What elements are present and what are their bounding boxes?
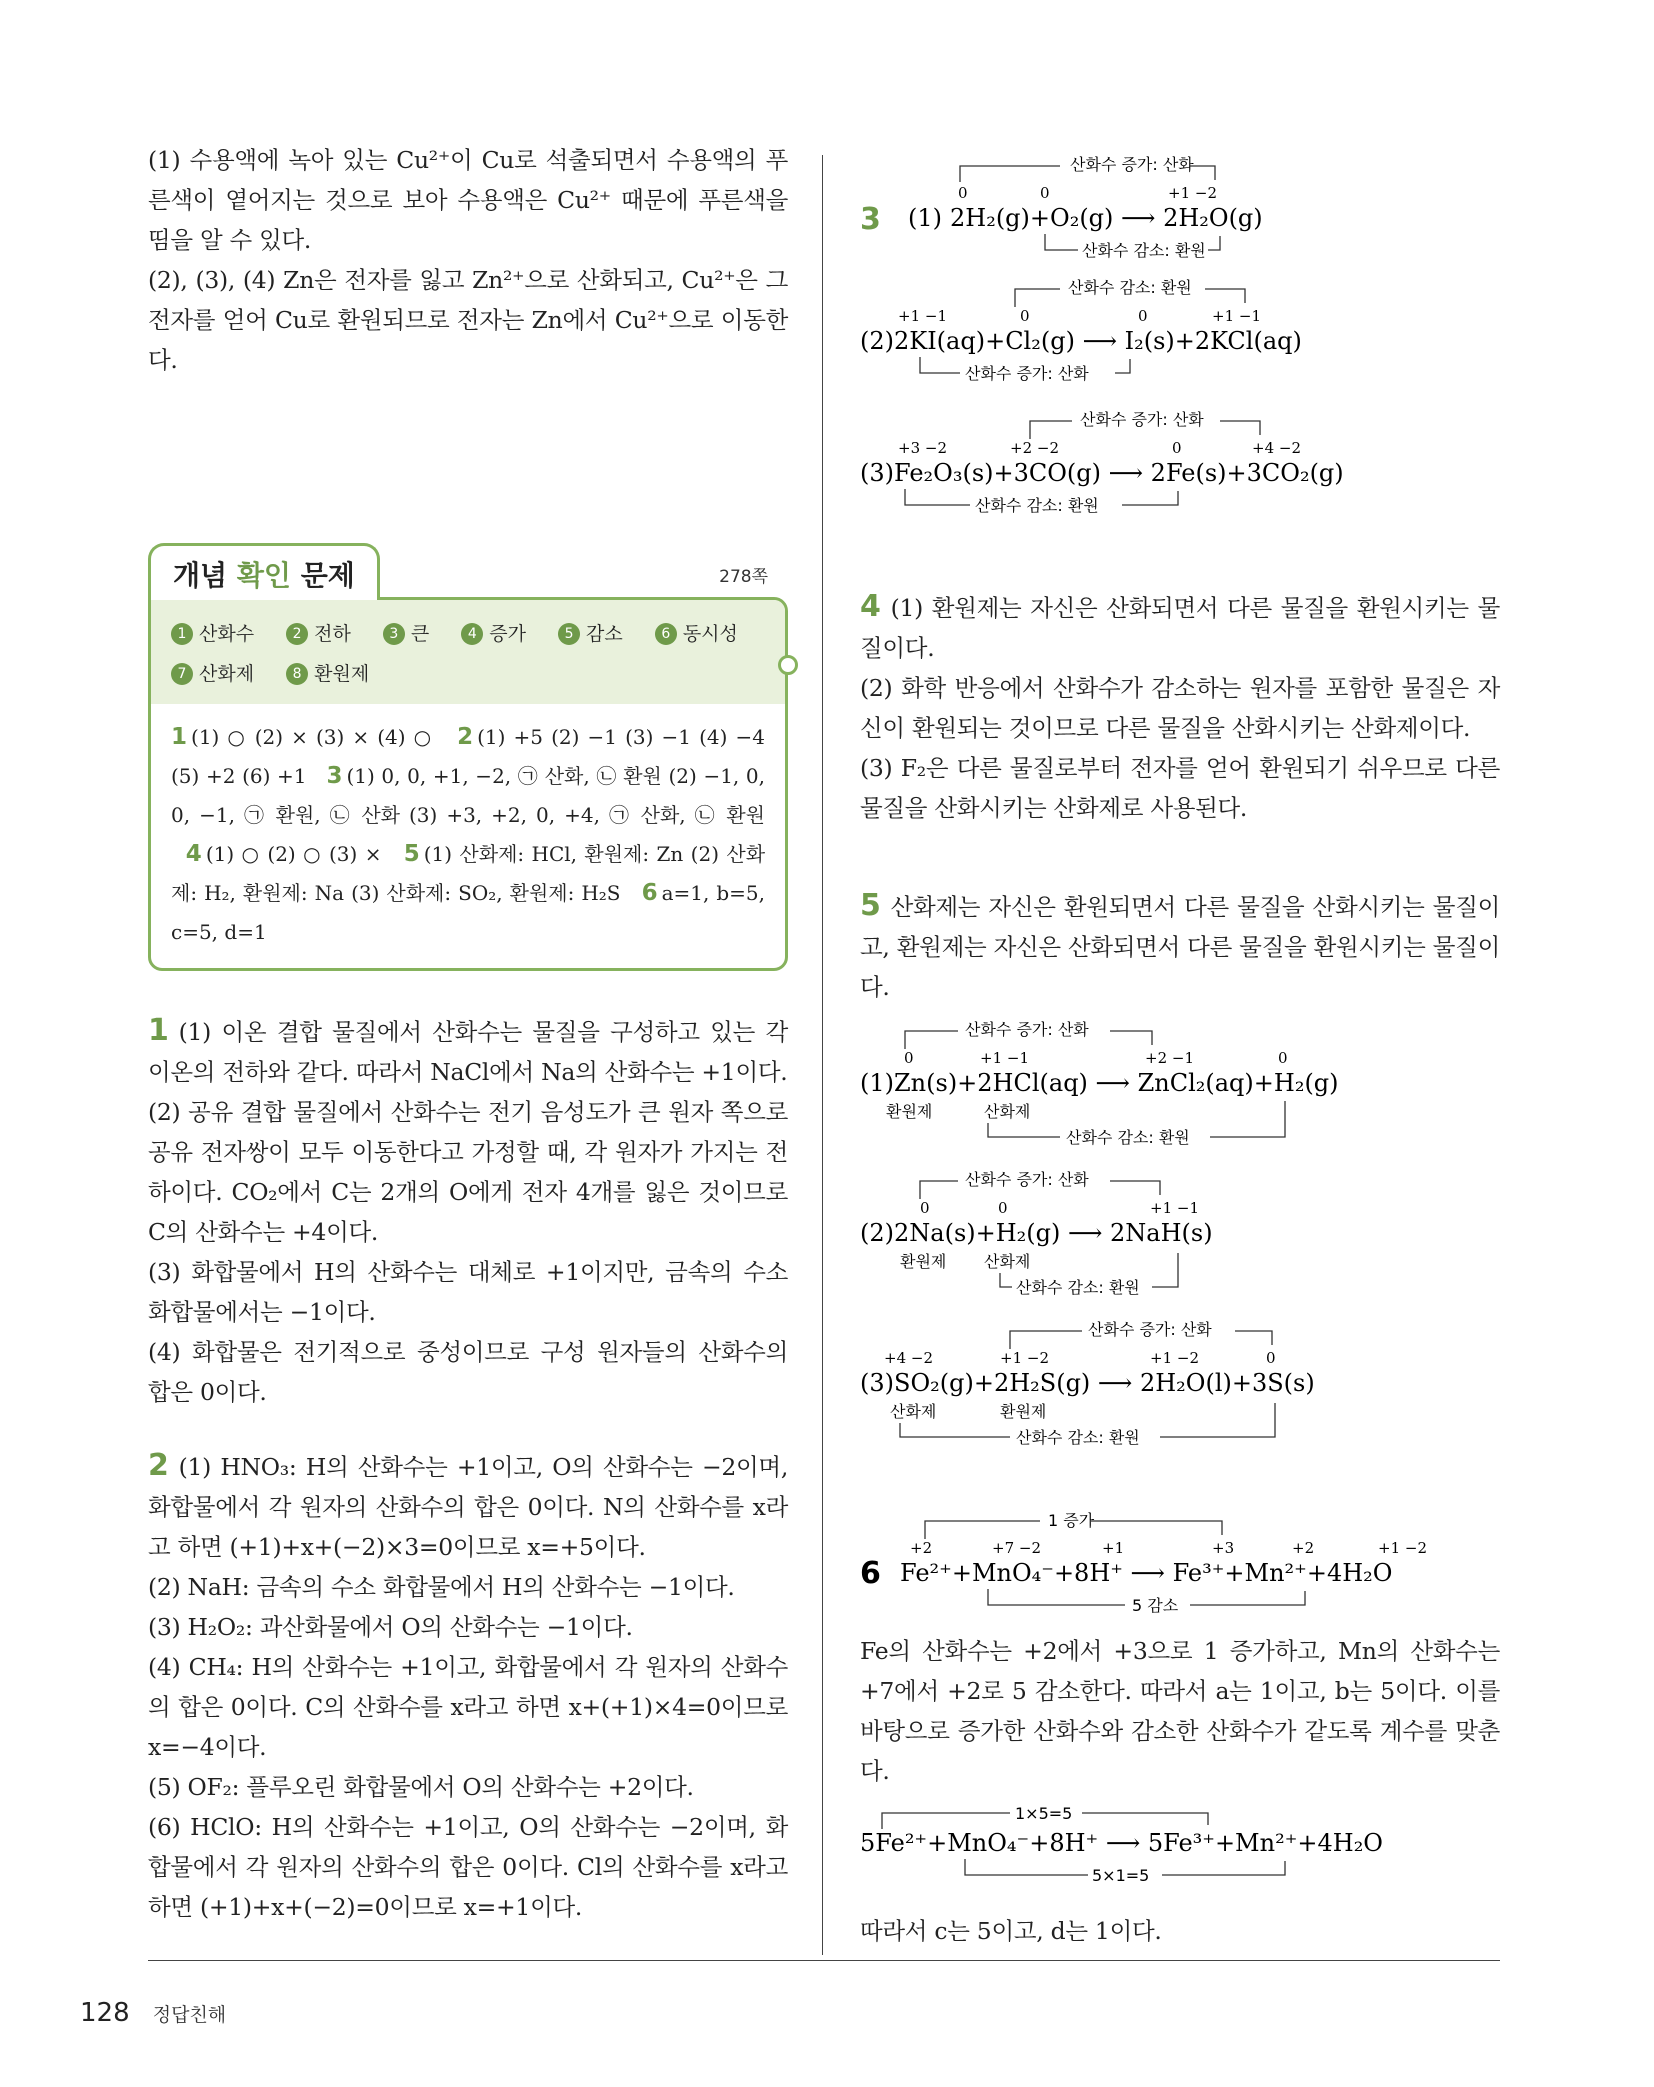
keyword-item [461,614,526,654]
arrow-label-top: 산화수 감소: 환원 [1068,278,1192,297]
keyword-number: 7 [171,663,193,685]
role-label: 산화제 [984,1102,1031,1121]
solution-line: (4) CH₄: H의 산화수는 +1이고, 화합물에서 각 원자의 산화수의 합은 0이다. C의 산화수를 x라고 하면 x+(+1)×4=0이므로 x=−4이다. [148,1653,788,1761]
solution-number: 1 [148,1013,169,1048]
equation-3-1 [860,146,1500,261]
bracket-bottom [965,1859,1088,1875]
ox-number: +1 −1 [898,307,947,325]
concept-check-body [148,597,788,971]
keyword-number: 1 [171,623,193,645]
role-label: 산화제 [890,1402,937,1421]
keyword-list [151,600,785,704]
bracket-top [960,166,1060,182]
answer-text: (1) +5 (2) −1 (3) −1 (4) −4 (5) +2 (6) +1 [171,725,765,788]
bracket-top [905,1031,958,1049]
solution-number: 6 [860,1556,881,1591]
answer-text: (1) ○ (2) × (3) × (4) ○ [191,725,433,749]
ox-number: +3 −2 [898,439,947,457]
arrow-label-top: 산화수 증가: 산화 [1070,155,1194,174]
answer-text: (1) ○ (2) ○ (3) × [205,842,382,866]
answer-list [151,704,785,968]
bracket-top [1082,1813,1208,1825]
solution-line: (6) HClO: H의 산화수는 +1이고, O의 산화수는 −2이며, 화합물에서 각 원자의 산화수의 합은 0이다. Cl의 산화수를 x라고 하면 (+1)+x+(−2)=0이므로 x=+1이다. [148,1813,788,1921]
solution-2 [148,1446,788,1927]
solution-text: (1) 환원제는 자신은 산화되면서 다른 물질을 환원시키는 물질이다. [860,594,1500,662]
keyword-item [171,614,254,654]
ox-number: +1 −2 [1378,1539,1427,1557]
bracket-top [920,1181,958,1199]
title-part-b: 확인 [236,559,291,592]
answer-text: (1) 산화제: HCl, 환원제: Zn (2) 산화제: H₂, 환원제: Na (3) 산화제: SO₂, 환원제: H₂S [171,842,766,905]
concept-check-box [148,540,788,971]
ox-number: +1 −1 [980,1049,1029,1067]
column-divider [822,155,823,1955]
ox-number: +1 −2 [1168,184,1217,202]
concept-check-title [148,543,380,600]
ox-number: 0 [998,1199,1008,1217]
bracket-top [1110,1031,1152,1045]
arrow-label-bottom: 산화수 증가: 산화 [965,364,1089,383]
keyword-item [558,614,623,654]
equation-label: (2) [860,327,894,355]
equation-3-2 [860,271,1500,393]
solution-number: 3 [860,202,881,237]
keyword-item [286,654,369,694]
ox-number: +4 −2 [884,1349,933,1367]
answer-number: 5 [403,841,420,867]
solution-6 [860,1503,1500,1951]
bracket-bottom [1115,359,1130,373]
equation-5-1 [860,1013,1500,1153]
solution-text: (1) HNO₃: H의 산화수는 +1이고, O의 산화수는 −2이며, 화합물에서 각 원자의 산화수의 합은 0이다. N의 산화수를 x라고 하면 (+1)+x+(−2)×3=0이므로 x=+5이다. [148,1453,788,1561]
solution-line: (3) F₂은 다른 물질로부터 전자를 얻어 환원되기 쉬우므로 다른 물질을 산화시키는 산화제로 사용된다. [860,754,1500,822]
intro-line-2: (2), (3), (4) Zn은 전자를 잃고 Zn²⁺으로 산화되고, Cu²⁺은 그 전자를 얻어 Cu로 환원되므로 전자는 Zn에서 Cu²⁺으로 이동한다. [148,266,788,374]
keyword-word: 전하 [314,623,351,645]
bracket-top [1205,289,1245,303]
bracket-top [1030,421,1072,439]
ox-number: +1 [1102,1539,1125,1557]
equation-6-2 [860,1801,1500,1901]
arrow-label-bottom: 산화수 감소: 환원 [975,496,1099,515]
arrow-label-bottom: 산화수 감소: 환원 [1016,1428,1140,1447]
equation-svg [860,1503,1500,1621]
keyword-number: 6 [655,623,677,645]
solution-line [148,1446,788,1567]
title-part-c: 문제 [290,559,355,592]
keyword-item [286,614,351,654]
solution-line: (2) 공유 결합 물질에서 산화수는 전기 음성도가 큰 원자 쪽으로 공유 전자쌍이 모두 이동한다고 가정할 때, 각 원자가 가지는 전하이다. CO₂에서 C는 2개의 O에게 전자 4개를 잃은 것이므로 C의 산화수는 +4이다. [148,1098,788,1246]
ox-number: 0 [904,1049,914,1067]
keyword-word: 감소 [586,623,623,645]
bracket-bottom [1152,1253,1178,1287]
answer-number: 4 [185,841,202,867]
equation-5-3 [860,1313,1500,1453]
solution-number: 4 [860,589,881,624]
equation-svg [860,1163,1500,1303]
ox-number: +7 −2 [992,1539,1041,1557]
answer-text: (1) 0, 0, +1, −2, ㉠ 산화, ㉡ 환원 (2) −1, 0, 0, −1, ㉠ 환원, ㉡ 산화 (3) +3, +2, 0, +4, ㉠ 산화, ㉡ 환원 [171,764,766,827]
bracket-bottom [900,1423,1010,1437]
solution-line: (4) 화합물은 전기적으로 중성이므로 구성 원자들의 산화수의 합은 0이다. [148,1338,788,1406]
solution-4 [860,587,1500,828]
ox-number: +1 −1 [1150,1199,1199,1217]
role-label: 환원제 [900,1252,947,1271]
solution-text: 산화제는 자신은 환원되면서 다른 물질을 산화시키는 물질이고, 환원제는 자신은 산화되면서 다른 물질을 환원시키는 물질이다. [860,893,1500,1001]
solution-line: (2) 화학 반응에서 산화수가 감소하는 원자를 포함한 물질은 자신이 환원되는 것이므로 다른 물질을 산화시키는 산화제이다. [860,674,1500,742]
equation-label: (2) [860,1219,894,1247]
bracket-bottom [1000,1273,1012,1287]
bracket-top [1220,421,1260,435]
left-column [148,140,788,1961]
keyword-number: 3 [383,623,405,645]
bracket-bottom [988,1589,1125,1605]
ox-number: +1 −2 [1150,1349,1199,1367]
ox-number: +4 −2 [1252,439,1301,457]
ox-number: +2 −1 [1145,1049,1194,1067]
bracket-top [1110,1181,1160,1195]
bracket-bottom [988,1123,1060,1137]
equation-label: (3) [860,1369,894,1397]
solution-3 [860,146,1500,525]
ox-number: 0 [1040,184,1050,202]
solution-line: (2) NaH: 금속의 수소 화합물에서 H의 산화수는 −1이다. [148,1573,735,1601]
keyword-number: 5 [558,623,580,645]
keyword-word: 증가 [489,623,526,645]
book-section-label: 정답친해 [152,2004,227,2026]
bracket-bottom [1045,234,1078,250]
right-column [860,140,1500,1985]
answer-number: 3 [326,763,343,789]
bracket-bottom [1122,491,1178,505]
equation-formula: Zn(s)+2HCl(aq) ⟶ ZnCl₂(aq)+H₂(g) [894,1069,1339,1097]
keyword-word: 동시성 [682,623,738,645]
role-label: 환원제 [886,1102,933,1121]
solution-line: (3) 화합물에서 H의 산화수는 대체로 +1이지만, 금속의 수소 화합물에서는 −1이다. [148,1258,788,1326]
equation-6-1 [860,1503,1500,1621]
keyword-number: 2 [286,623,308,645]
equation-formula: 2KI(aq)+Cl₂(g) ⟶ I₂(s)+2KCl(aq) [894,327,1302,355]
bracket-top [1015,289,1060,307]
ox-number: 0 [958,184,968,202]
ox-number: 0 [1278,1049,1288,1067]
keyword-item [383,614,429,654]
solution-line: (3) H₂O₂: 과산화물에서 O의 산화수는 −1이다. [148,1613,633,1641]
ox-number: 0 [1266,1349,1276,1367]
bracket-bottom [920,357,960,373]
answer-number: 2 [457,724,474,750]
keyword-word: 산화수 [199,623,255,645]
bracket-bottom [1162,1861,1285,1875]
equation-formula: Fe₂O₃(s)+3CO(g) ⟶ 2Fe(s)+3CO₂(g) [894,459,1344,487]
keyword-number: 4 [461,623,483,645]
equation-formula: 5Fe²⁺+MnO₄⁻+8H⁺ ⟶ 5Fe³⁺+Mn²⁺+4H₂O [860,1829,1383,1857]
keyword-number: 8 [286,663,308,685]
bracket-top [1235,1331,1272,1345]
arrow-label-top: 산화수 증가: 산화 [965,1020,1089,1039]
role-label: 환원제 [1000,1402,1047,1421]
arrow-label-bottom: 산화수 감소: 환원 [1066,1128,1190,1147]
arrow-label-bottom: 5 감소 [1132,1596,1179,1615]
bracket-top [882,1813,1010,1829]
ox-number: +2 [910,1539,933,1557]
equation-formula: 2H₂(g)+O₂(g) ⟶ 2H₂O(g) [950,204,1263,232]
equation-svg [860,403,1500,525]
solution-number: 2 [148,1448,169,1483]
solution-5 [860,886,1500,1453]
arrow-label-top: 산화수 증가: 산화 [1088,1320,1212,1339]
ox-number: +2 [1292,1539,1315,1557]
arrow-label-bottom: 산화수 감소: 환원 [1082,241,1206,260]
bracket-bottom [1160,1403,1275,1437]
equation-svg [860,1313,1500,1453]
solution-line: (5) OF₂: 플루오린 화합물에서 O의 산화수는 +2이다. [148,1773,694,1801]
equation-label: (1) [860,1069,894,1097]
equation-5-2 [860,1163,1500,1303]
ox-number: 0 [1172,439,1182,457]
arrow-label-bottom: 5×1=5 [1092,1866,1150,1885]
arrow-label-top: 1 증가 [1048,1511,1095,1530]
answer-text: a=1, b=5, c=5, d=1 [171,881,766,944]
ox-number: +1 −1 [1212,307,1261,325]
equation-formula: 2Na(s)+H₂(g) ⟶ 2NaH(s) [894,1219,1213,1247]
equation-svg [860,146,1500,261]
equation-svg [860,1801,1500,1901]
equation-svg [860,1013,1500,1153]
answer-number: 6 [641,880,658,906]
bracket-bottom [1190,1591,1305,1605]
bracket-top [925,1521,1040,1539]
ox-number: 0 [920,1199,930,1217]
bracket-bottom [905,489,970,505]
ox-number: +3 [1212,1539,1235,1557]
solution-1 [148,1011,788,1412]
solution-text: (1) 이온 결합 물질에서 산화수는 물질을 구성하고 있는 각 이온의 전하와 같다. 따라서 NaCl에서 Na의 산화수는 +1이다. [148,1018,788,1086]
equation-formula: SO₂(g)+2H₂S(g) ⟶ 2H₂O(l)+3S(s) [894,1369,1315,1397]
equation-label: (1) [908,204,942,232]
solution-conclusion: 따라서 c는 5이고, d는 1이다. [860,1917,1162,1945]
arrow-label-bottom: 산화수 감소: 환원 [1016,1278,1140,1297]
keyword-word: 환원제 [314,663,370,685]
arrow-label-top: 1×5=5 [1015,1804,1073,1823]
solution-text: Fe의 산화수는 +2에서 +3으로 1 증가하고, Mn의 산화수는 +7에서 +2로 5 감소한다. 따라서 a는 1이고, b는 5이다. 이를 바탕으로 증가한 산화수와 감소한 산화수가 같도록 계수를 맞춘다. [860,1637,1500,1785]
answer-number: 1 [171,724,188,750]
solution-line [148,1011,788,1092]
keyword-word: 산화제 [199,663,255,685]
intro-line-1: (1) 수용액에 녹아 있는 Cu²⁺이 Cu로 석출되면서 수용액의 푸른색이 옅어지는 것으로 보아 수용액은 Cu²⁺ 때문에 푸른색을 띰을 알 수 있다. [148,146,788,254]
ox-number: 0 [1138,307,1148,325]
ox-number: +2 −2 [1010,439,1059,457]
ox-number: +1 −2 [1000,1349,1049,1367]
role-label: 산화제 [984,1252,1031,1271]
solution-line [860,587,1500,668]
equation-svg [860,271,1500,393]
page-number: 128 [80,1998,130,2028]
arrow-label-top: 산화수 증가: 산화 [1080,410,1204,429]
solution-number: 5 [860,888,881,923]
bracket-bottom [1210,1101,1285,1137]
equation-formula: Fe²⁺+MnO₄⁻+8H⁺ ⟶ Fe³⁺+Mn²⁺+4H₂O [900,1559,1393,1587]
solution-line [860,886,1500,1007]
keyword-item [655,614,738,654]
page-footer [80,1998,226,2028]
title-part-a: 개념 [173,559,237,592]
arrow-label-top: 산화수 증가: 산화 [965,1170,1089,1189]
keyword-word: 큰 [410,623,430,645]
bracket-bottom [1208,236,1220,250]
bracket-top [1010,1331,1082,1349]
equation-3-3 [860,403,1500,525]
ox-number: 0 [1020,307,1030,325]
intro-section [148,140,788,380]
bracket-top [1090,1521,1222,1535]
page-reference: 278쪽 [719,567,768,587]
keyword-item [171,654,254,694]
equation-label: (3) [860,459,894,487]
box-decoration-dot [778,655,798,675]
